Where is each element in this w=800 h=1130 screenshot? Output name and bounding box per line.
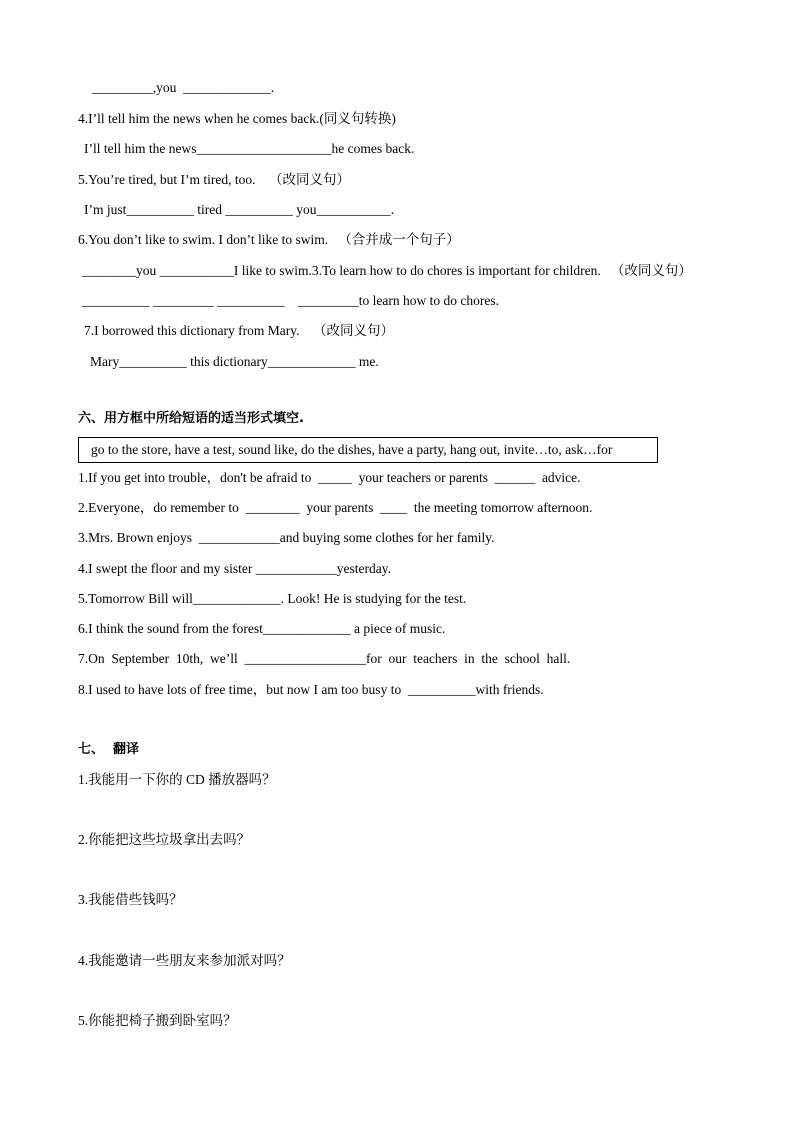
- fill-question-4: 4.I swept the floor and my sister ____________yesterday.: [78, 561, 391, 576]
- answer-line-blanks: _________,you _____________.: [92, 80, 275, 95]
- translate-question-4: 4.我能邀请一些朋友来参加派对吗？: [78, 953, 291, 968]
- phrase-box-text: go to the store, have a test, sound like, do the dishes, have a party, hang out, invite…to, ask…for: [91, 442, 613, 457]
- phrase-box: [78, 437, 658, 463]
- fill-question-3: 3.Mrs. Brown enjoys ____________and buying some clothes for her family.: [78, 530, 495, 545]
- translate-question-5: 5.你能把椅子搬到卧室吗？: [78, 1013, 237, 1028]
- fill-question-6: 6.I think the sound from the forest_____________ a piece of music.: [78, 621, 446, 636]
- section-heading-6: 六、用方框中所给短语的适当形式填空.: [78, 411, 304, 426]
- fill-question-5: 5.Tomorrow Bill will_____________. Look! He is studying for the test.: [78, 591, 467, 606]
- fill-question-8: 8.I used to have lots of free time，but now I am too busy to __________with friends.: [78, 682, 544, 697]
- answer-line-6: ________you ___________I like to swim.3.To learn how to do chores is important for children. （改同义句）: [82, 263, 692, 278]
- section-heading-7: 七、 翻译: [78, 742, 140, 757]
- fill-question-7: 7.On September 10th, we’ll __________________for our teachers in the school hall.: [78, 651, 571, 666]
- answer-line-3: __________ _________ __________ _________to learn how to do chores.: [82, 293, 499, 308]
- question-6: 6.You don’t like to swim. I don’t like to swim. （合并成一个句子）: [78, 232, 460, 247]
- answer-line-7: Mary__________ this dictionary_____________ me.: [90, 354, 379, 369]
- translate-question-1: 1.我能用一下你的 CD 播放器吗？: [78, 772, 276, 787]
- answer-line-5: I’m just__________ tired __________ you___________.: [84, 202, 395, 217]
- fill-question-1: 1.If you get into trouble，don't be afraid to _____ your teachers or parents ______ advice.: [78, 470, 581, 485]
- fill-question-2: 2.Everyone，do remember to ________ your parents ____ the meeting tomorrow afternoon.: [78, 500, 593, 515]
- translate-question-3: 3.我能借些钱吗？: [78, 892, 183, 907]
- answer-line-4: I’ll tell him the news____________________he comes back.: [84, 141, 415, 156]
- question-7: 7.I borrowed this dictionary from Mary. （改同义句）: [84, 323, 394, 338]
- translate-question-2: 2.你能把这些垃圾拿出去吗？: [78, 832, 251, 847]
- question-5: 5.You’re tired, but I’m tired, too. （改同义句）: [78, 172, 350, 187]
- question-4: 4.I’ll tell him the news when he comes back.(同义句转换): [78, 111, 396, 126]
